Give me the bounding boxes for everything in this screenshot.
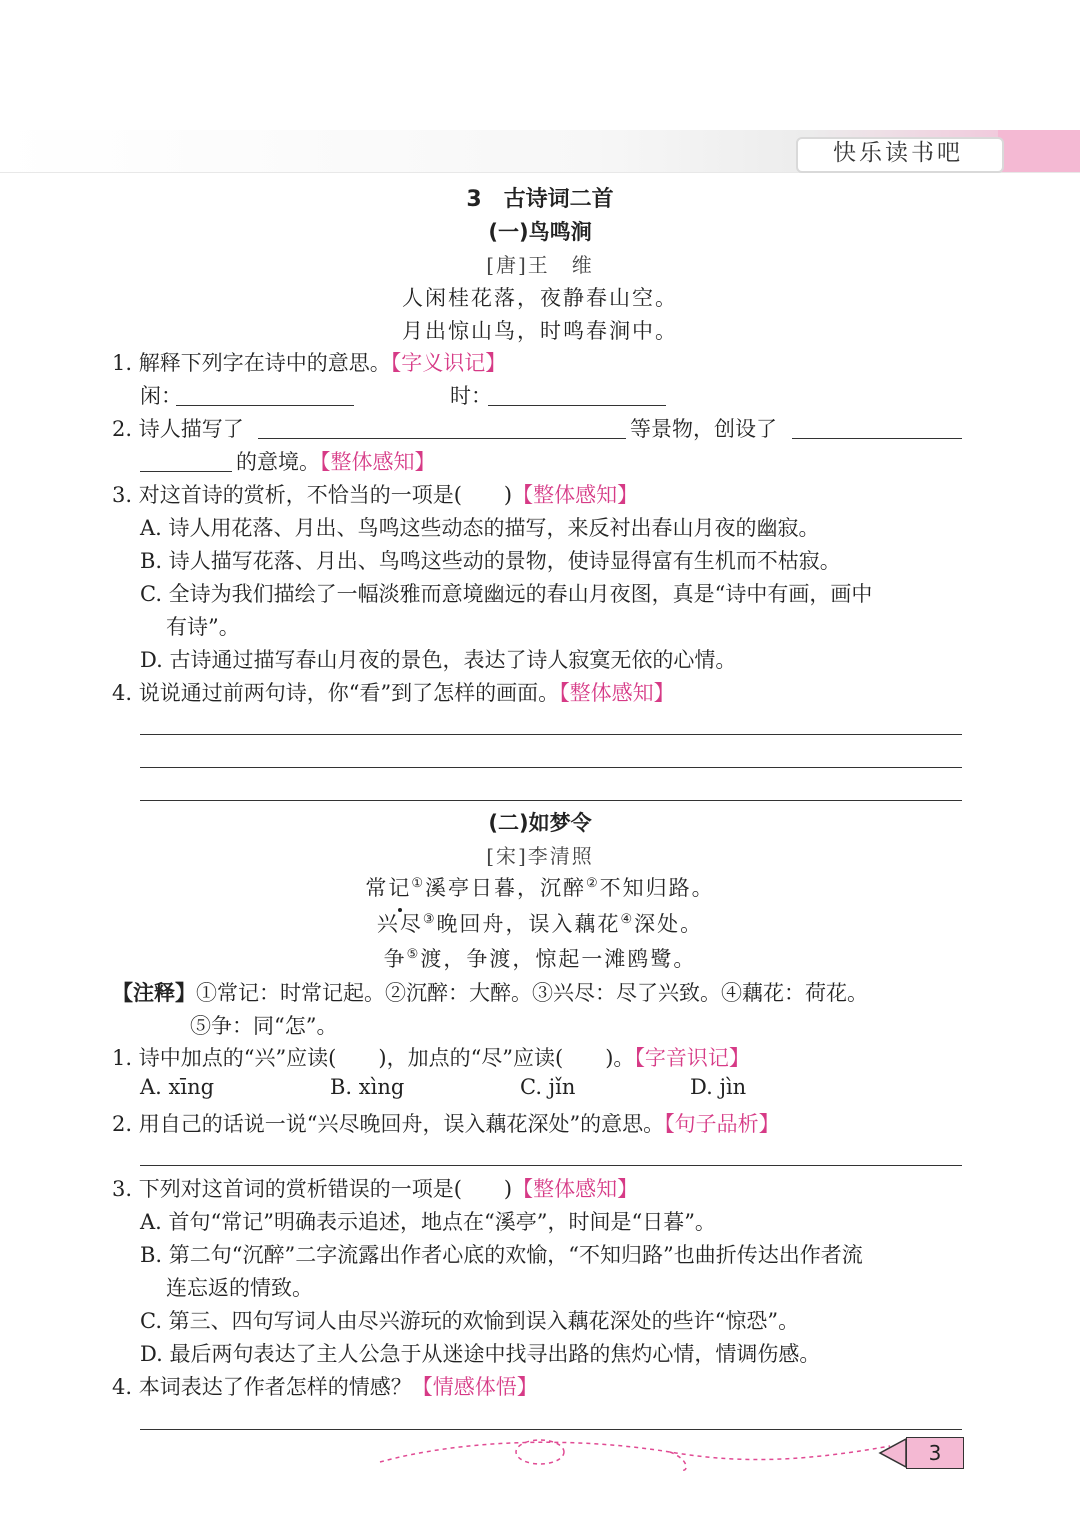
footer-swirl-decoration	[370, 1430, 910, 1480]
p1-q4-text: 4. 说说通过前两句诗，你“看”到了怎样的画面。	[112, 681, 560, 705]
p2-l2-n1: ③	[422, 912, 437, 927]
header-accent	[998, 130, 1080, 172]
p1-q4-tag: 【整体感知】	[559, 681, 675, 705]
p1-q2-text-b: 等景物，创设了	[630, 417, 777, 441]
p2-q3	[112, 1173, 638, 1203]
p1-q3-option-d[interactable]: D. 古诗通过描写春山月夜的景色，表达了诗人寂寞无依的心情。	[140, 648, 737, 672]
notes-label: 【注释】	[112, 981, 196, 1005]
p1-q3-option-a[interactable]: A. 诗人用花落、月出、鸟鸣这些动态的描写，来反衬出春山月夜的幽寂。	[140, 516, 820, 540]
header-label: 快乐读书吧	[833, 140, 963, 166]
p1-q1-answer-b[interactable]	[488, 405, 666, 406]
poem1-title: (一)鸟鸣涧	[488, 220, 592, 244]
p2-q3-text: 3. 下列对这首词的赏析错误的一项是( )	[112, 1177, 513, 1201]
notes-line-2: ⑤争：同“怎”。	[190, 1014, 338, 1038]
poem2-line-3	[0, 943, 1080, 973]
p2-q3-tag: 【整体感知】	[512, 1177, 639, 1201]
p2-q2-tag: 【句子品析】	[664, 1112, 780, 1136]
p2-q2	[112, 1108, 780, 1138]
p2-q3-option-d[interactable]: D. 最后两句表达了主人公急于从迷途中找寻出路的焦灼心情，情调伤感。	[140, 1342, 821, 1366]
p2-q1-option-c[interactable]: C. jǐn	[520, 1075, 576, 1099]
p2-l2-n2: ④	[620, 912, 635, 927]
p2-l3-b: 渡，争渡，惊起一滩鸥鹭。	[420, 947, 697, 971]
p2-q1-tag: 【字音识记】	[634, 1046, 750, 1070]
p1-q4-answer-line-3[interactable]	[140, 800, 962, 801]
poem2-author: [宋]李清照	[486, 844, 594, 868]
p2-q3-option-b-cont: 连忘返的情致。	[166, 1276, 313, 1300]
p1-q2-answer-1[interactable]	[258, 438, 626, 439]
p1-q1-tag: 【字义识记】	[390, 351, 507, 375]
p1-q1-text: 1. 解释下列字在诗中的意思。	[112, 351, 391, 375]
p2-q4-text: 4. 本词表达了作者怎样的情感？	[112, 1375, 412, 1399]
p1-q4-answer-line-2[interactable]	[140, 767, 962, 768]
p1-q2-text-c: 的意境。	[236, 450, 320, 474]
p2-q3-option-c[interactable]: C. 第三、四句写词人由尽兴游玩的欢愉到误入藕花深处的些许“惊恐”。	[140, 1309, 800, 1333]
p1-q2-answer-3[interactable]	[140, 471, 232, 472]
p1-q3-text: 3. 对这首诗的赏析，不恰当的一项是( )	[112, 483, 513, 507]
poem1-author: [唐]王 维	[486, 253, 594, 277]
p1-q4	[112, 677, 675, 707]
p1-q2-tag: 【整体感知】	[320, 450, 436, 474]
p2-l1-n2: ②	[586, 876, 600, 891]
section-title: 3 古诗词二首	[466, 187, 614, 212]
p2-l1-c: 不知归路。	[599, 876, 715, 900]
p1-q3-option-c-cont: 有诗”。	[166, 615, 240, 639]
p1-q1-label-a: 闲：	[140, 384, 182, 408]
p2-q3-option-b[interactable]: B. 第二句“沉醉”二字流露出作者心底的欢愉，“不知归路”也曲折传达出作者流	[140, 1243, 863, 1267]
p2-q1-option-b[interactable]: B. xìng	[330, 1075, 405, 1099]
p1-q1	[112, 347, 506, 377]
p2-l1-b: 溪亭日暮，沉醉	[425, 876, 586, 900]
p2-q2-answer-line[interactable]	[140, 1165, 962, 1166]
page-arrow-icon	[876, 1437, 908, 1469]
p2-q2-text: 2. 用自己的话说一说“兴尽晚回舟，误入藕花深处”的意思。	[112, 1112, 665, 1136]
p2-q1-option-a[interactable]: A. xīng	[140, 1075, 215, 1099]
p2-l2-a: 兴尽	[376, 912, 423, 936]
p1-q4-answer-line-1[interactable]	[140, 734, 962, 735]
p2-q4-tag: 【情感体悟】	[411, 1375, 538, 1399]
p2-q3-option-a[interactable]: A. 首句“常记”明确表示追述，地点在“溪亭”，时间是“日暮”。	[140, 1210, 716, 1234]
p2-l1-n1: ①	[411, 876, 425, 891]
p2-q4	[112, 1371, 538, 1401]
p1-q3-option-b[interactable]: B. 诗人描写花落、月出、鸟鸣这些动的景物，使诗显得富有生机而不枯寂。	[140, 549, 841, 573]
poem2-notes	[112, 977, 868, 1007]
p1-q2-text-a: 2. 诗人描写了	[112, 417, 244, 441]
p2-l3-n1: ⑤	[406, 947, 421, 962]
p2-l1-a: 常记	[365, 876, 412, 900]
poem1-line-2: 月出惊山鸟，时鸣春涧中。	[402, 319, 678, 343]
p2-q1-text: 1. 诗中加点的“兴”应读( )，加点的“尽”应读( )。	[112, 1046, 635, 1070]
p1-q2-line2	[236, 446, 436, 476]
p2-q1	[112, 1042, 750, 1072]
p1-q3-tag: 【整体感知】	[512, 483, 639, 507]
page-number: 3	[906, 1437, 964, 1469]
poem2-line-2	[0, 908, 1080, 938]
p2-l2-b: 晚回舟，误入藕花	[436, 912, 621, 936]
notes-line-1: ①常记：时常记起。②沉醉：大醉。③兴尽：尽了兴致。④藕花：荷花。	[196, 981, 868, 1005]
p2-l3-a: 争	[383, 947, 407, 971]
p1-q3-option-c[interactable]: C. 全诗为我们描绘了一幅淡雅而意境幽远的春山月夜图，真是“诗中有画，画中	[140, 582, 873, 606]
p1-q3	[112, 479, 638, 509]
p1-q1-label-b: 时：	[450, 384, 492, 408]
poem2-title: (二)如梦令	[488, 811, 592, 835]
p1-q2-answer-2[interactable]	[792, 438, 962, 439]
poem1-line-1: 人闲桂花落，夜静春山空。	[402, 286, 678, 310]
poem2-line-1	[0, 872, 1080, 902]
p2-q1-option-d[interactable]: D. jìn	[690, 1075, 747, 1099]
p2-l2-c: 深处。	[634, 912, 704, 936]
p1-q1-answer-a[interactable]	[176, 405, 354, 406]
